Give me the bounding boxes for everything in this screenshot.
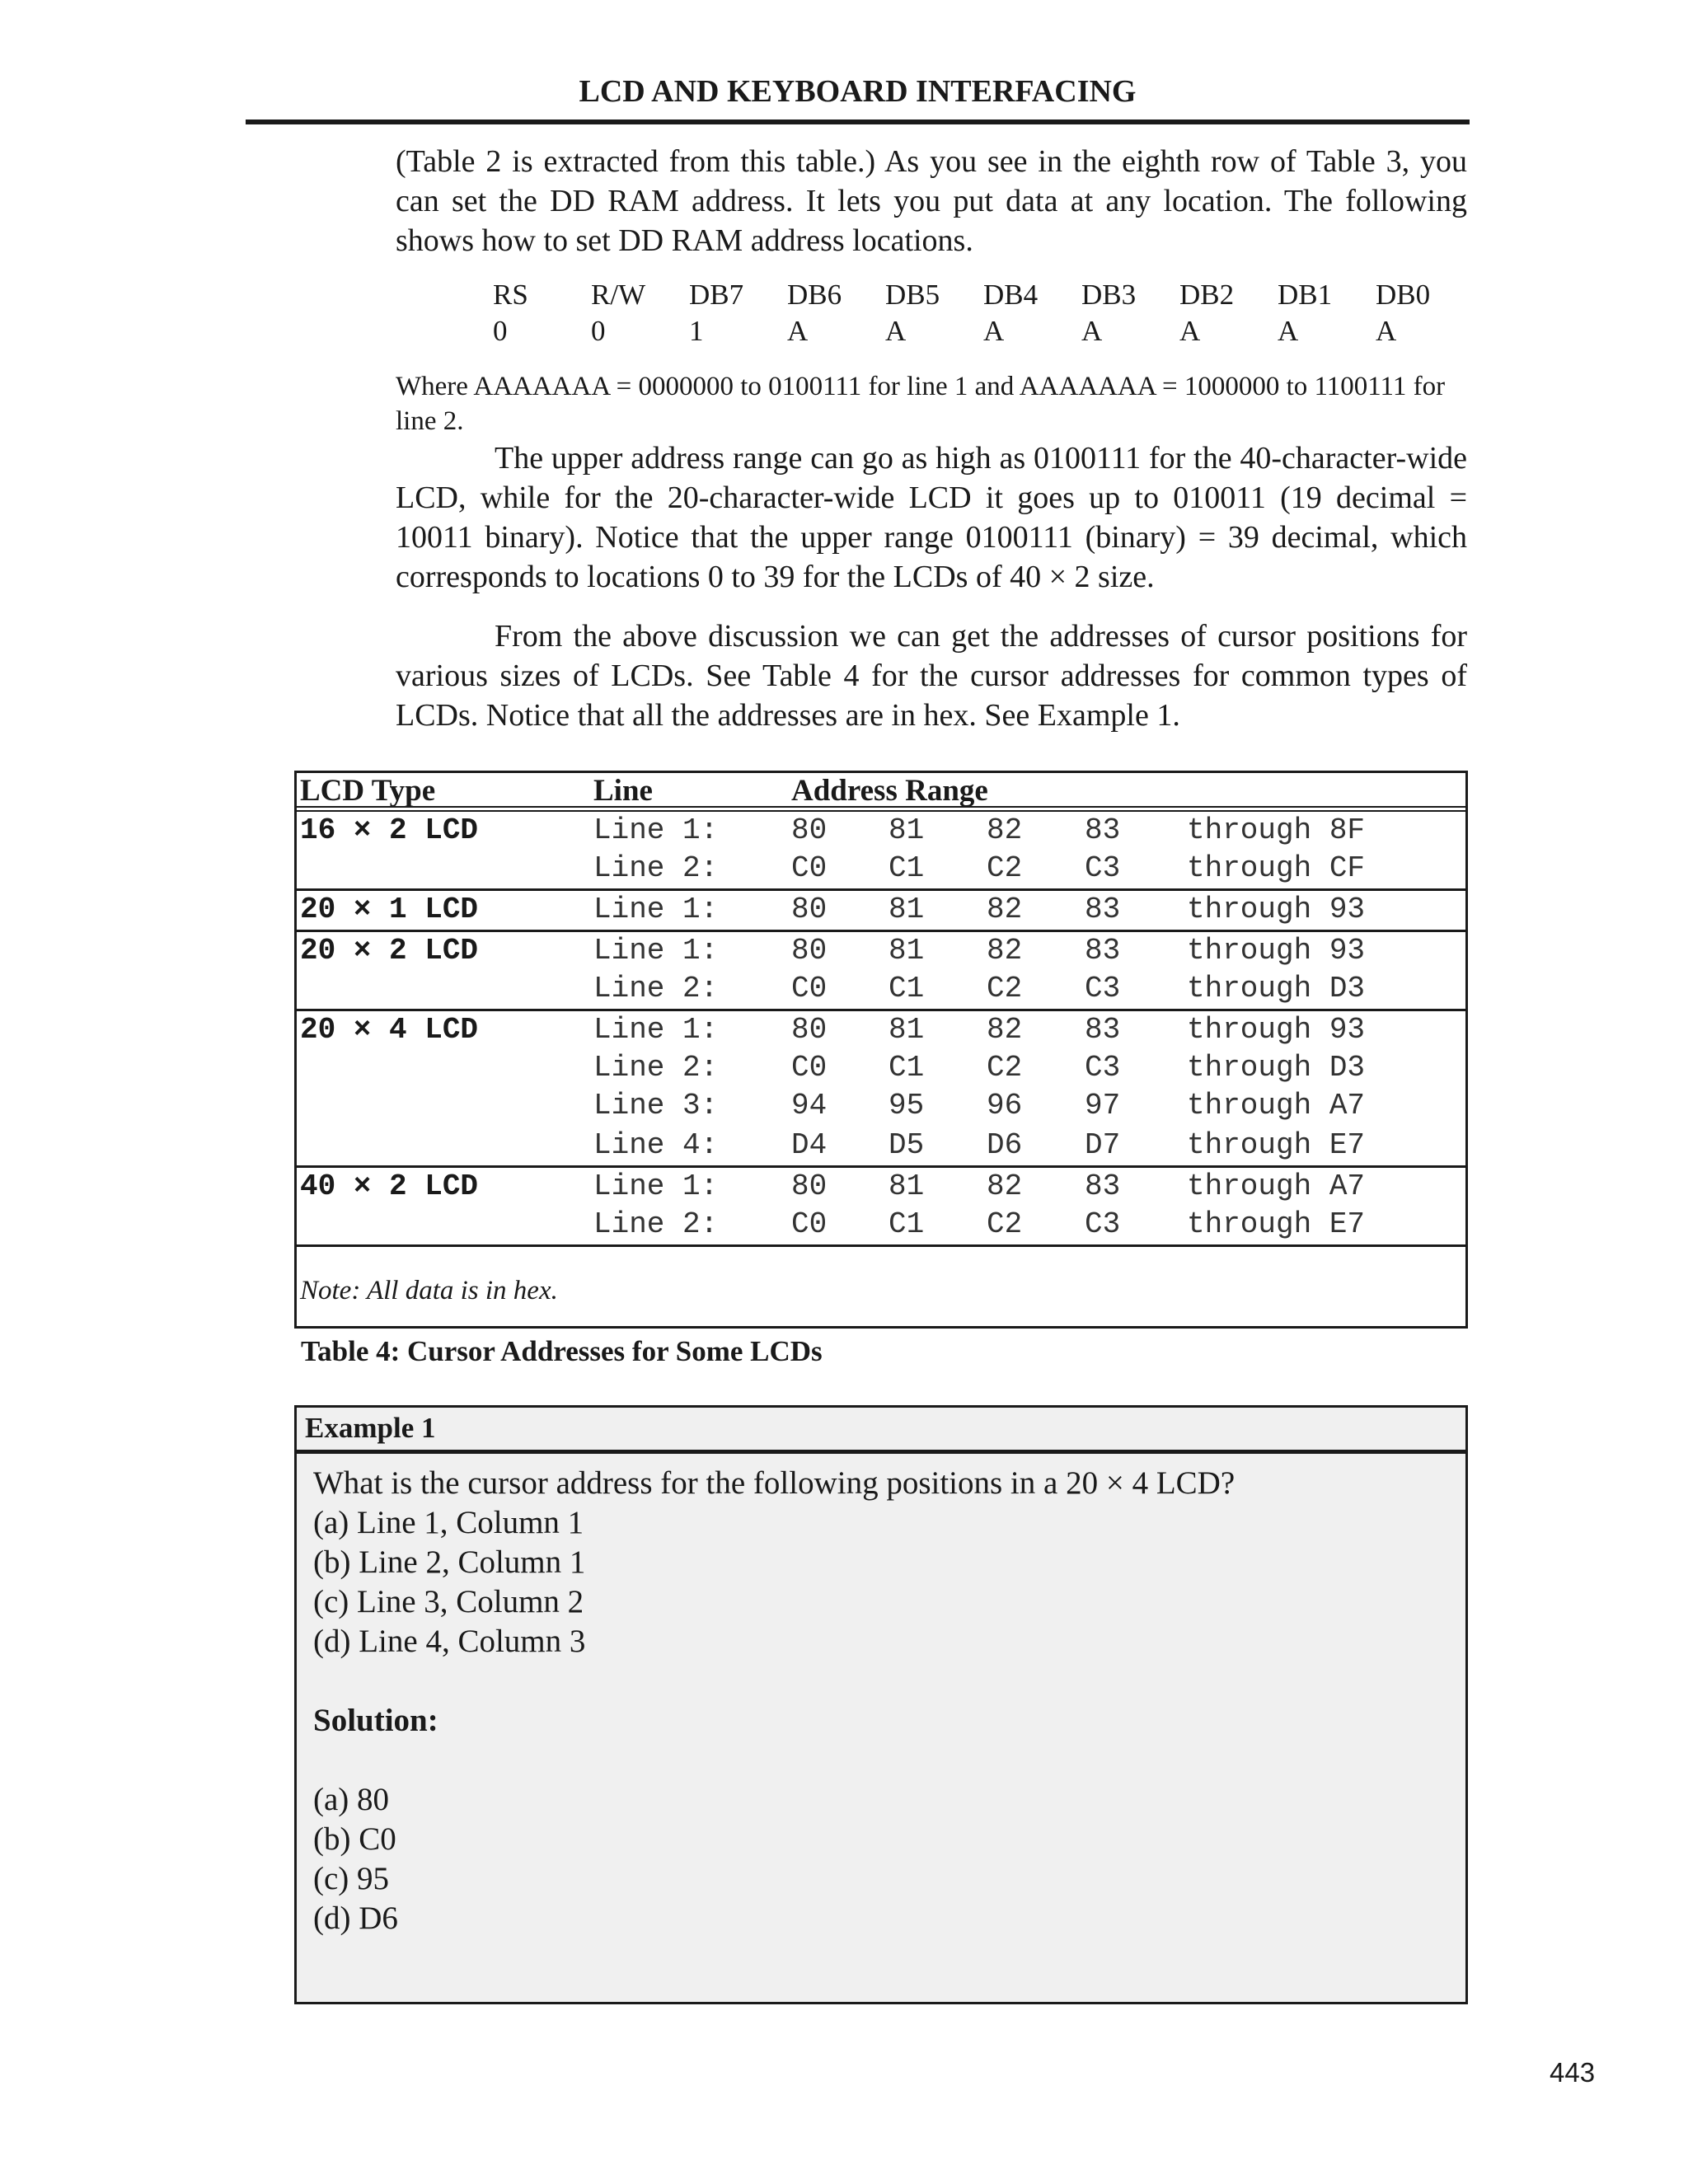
address-cell: 83	[1085, 813, 1121, 847]
example-answer: (c) 95	[313, 1861, 390, 1896]
address-end-cell: through A7	[1187, 1169, 1366, 1203]
table-note: Note: All data is in hex.	[300, 1276, 558, 1305]
address-cell: 96	[987, 1089, 1023, 1122]
table-group	[297, 1168, 1465, 1247]
address-cell: D7	[1085, 1128, 1121, 1162]
example-item: (b) Line 2, Column 1	[313, 1544, 586, 1580]
bit-value: 0	[591, 315, 606, 347]
example-box	[294, 1405, 1468, 2004]
table-group	[297, 1011, 1465, 1168]
address-cell: C1	[889, 851, 925, 885]
paragraph-3	[396, 616, 1467, 735]
page-header: LCD AND KEYBOARD INTERFACING	[579, 74, 1137, 109]
address-cell: C0	[791, 972, 828, 1005]
lcd-type-label: 16 × 2 LCD	[300, 813, 479, 847]
line-label: Line 1:	[593, 1169, 719, 1203]
address-end-cell: through 8F	[1187, 813, 1366, 847]
line-label: Line 1:	[593, 934, 719, 968]
example-question: What is the cursor address for the following positions in a 20 × 4 LCD?	[313, 1465, 1236, 1501]
bit-value: A	[787, 315, 809, 347]
address-cell: 83	[1085, 1169, 1121, 1203]
address-cell: C3	[1085, 851, 1121, 885]
address-cell: 80	[791, 1169, 828, 1203]
address-cell: 83	[1085, 934, 1121, 968]
table-row	[297, 812, 1465, 850]
line-label: Line 1:	[593, 813, 719, 847]
bit-header: R/W	[591, 279, 646, 311]
table-row	[297, 850, 1465, 888]
address-cell: C0	[791, 1207, 828, 1241]
address-cell: D6	[987, 1128, 1023, 1162]
address-end-cell: through D3	[1187, 972, 1366, 1005]
address-cell: 80	[791, 893, 828, 926]
address-cell: 97	[1085, 1089, 1121, 1122]
example-item: (a) Line 1, Column 1	[313, 1505, 584, 1540]
address-end-cell: through E7	[1187, 1207, 1366, 1241]
line-label: Line 1:	[593, 1013, 719, 1047]
bit-header: DB0	[1376, 279, 1431, 311]
bit-header: RS	[493, 279, 528, 311]
address-cell: 80	[791, 1013, 828, 1047]
address-cell: 83	[1085, 893, 1121, 926]
address-cell: C0	[791, 851, 828, 885]
header-double-rule	[297, 806, 1465, 812]
address-cell: C2	[987, 851, 1023, 885]
example-item: (d) Line 4, Column 3	[313, 1624, 586, 1659]
col-header-line: Line	[593, 774, 653, 808]
address-cell: D5	[889, 1128, 925, 1162]
table-row	[297, 1049, 1465, 1087]
address-cell: 81	[889, 1013, 925, 1047]
lcd-type-label: 20 × 4 LCD	[300, 1013, 479, 1047]
address-end-cell: through 93	[1187, 893, 1366, 926]
lcd-type-label: 40 × 2 LCD	[300, 1169, 479, 1203]
table-group	[297, 932, 1465, 1011]
table-row	[297, 1011, 1465, 1049]
paragraph-3-text: From the above discussion we can get the addresses of cursor positions for various sizes of LCDs. See Table 4 for the cursor addresses for common types of LCDs. Notice that all the addresses are in hex. See Example 1.	[396, 619, 1467, 733]
line-label: Line 2:	[593, 1051, 719, 1085]
bit-value: A	[885, 315, 907, 347]
table-row	[297, 1206, 1465, 1244]
table-row	[297, 891, 1465, 929]
bit-header: DB1	[1278, 279, 1333, 311]
address-cell: C1	[889, 972, 925, 1005]
paragraph-1: (Table 2 is extracted from this table.) As you see in the eighth row of Table 3, you can set the DD RAM address. It lets you put data at any location. The following shows how to set DD RAM address locations.	[396, 144, 1467, 258]
bits-value-row	[493, 313, 1474, 349]
address-cell: 82	[987, 1013, 1023, 1047]
bit-value: A	[1179, 315, 1201, 347]
example-item: (c) Line 3, Column 2	[313, 1584, 584, 1619]
bit-header: DB2	[1179, 279, 1235, 311]
spacer	[313, 1661, 1235, 1701]
table-row	[297, 1168, 1465, 1206]
address-cell: C2	[987, 972, 1023, 1005]
cursor-address-table	[294, 771, 1468, 1329]
bit-value: 0	[493, 315, 508, 347]
bit-header: DB7	[689, 279, 744, 311]
bit-header: DB6	[787, 279, 842, 311]
address-cell: 81	[889, 893, 925, 926]
solution-label: Solution:	[313, 1703, 438, 1738]
bit-header: DB3	[1081, 279, 1137, 311]
table-group	[297, 891, 1465, 932]
address-cell: C3	[1085, 1207, 1121, 1241]
address-cell: 82	[987, 1169, 1023, 1203]
address-cell: 82	[987, 934, 1023, 968]
table-caption: Table 4: Cursor Addresses for Some LCDs	[301, 1335, 823, 1367]
dd-ram-bits-table	[493, 277, 1474, 349]
bit-value: A	[1081, 315, 1103, 347]
address-cell: 82	[987, 813, 1023, 847]
address-cell: C3	[1085, 972, 1121, 1005]
address-end-cell: through CF	[1187, 851, 1366, 885]
line-label: Line 2:	[593, 972, 719, 1005]
bits-header-row	[493, 277, 1474, 313]
spacer	[313, 1741, 1235, 1780]
line-label: Line 4:	[593, 1128, 719, 1162]
line-label: Line 2:	[593, 1207, 719, 1241]
table-row	[297, 1087, 1465, 1125]
address-cell: 83	[1085, 1013, 1121, 1047]
address-cell: C3	[1085, 1051, 1121, 1085]
address-cell: D4	[791, 1128, 828, 1162]
address-cell: 81	[889, 934, 925, 968]
lcd-type-label: 20 × 2 LCD	[300, 934, 479, 968]
example-title: Example 1	[297, 1408, 1465, 1454]
table-row	[297, 1127, 1465, 1165]
col-header-lcd-type: LCD Type	[300, 774, 436, 808]
table-row	[297, 932, 1465, 970]
bit-value: 1	[689, 315, 704, 347]
lcd-type-label: 20 × 1 LCD	[300, 893, 479, 926]
header-rule	[246, 120, 1470, 124]
address-end-cell: through 93	[1187, 1013, 1366, 1047]
line-label: Line 3:	[593, 1089, 719, 1122]
address-end-cell: through D3	[1187, 1051, 1366, 1085]
table-header-row	[297, 773, 1465, 809]
example-body	[313, 1464, 1235, 1938]
bit-value: A	[1278, 315, 1299, 347]
address-cell: 94	[791, 1089, 828, 1122]
bit-header: DB4	[983, 279, 1039, 311]
example-answer: (a) 80	[313, 1782, 390, 1817]
address-cell: 81	[889, 1169, 925, 1203]
page-number: 443	[1550, 2057, 1596, 2088]
address-cell: 82	[987, 893, 1023, 926]
line-label: Line 1:	[593, 893, 719, 926]
bit-value: A	[983, 315, 1005, 347]
address-range-note: Where AAAAAAA = 0000000 to 0100111 for line 1 and AAAAAAA = 1000000 to 1100111 for line 2.	[396, 372, 1446, 436]
address-cell: C0	[791, 1051, 828, 1085]
address-cell: C1	[889, 1051, 925, 1085]
paragraph-2	[396, 438, 1467, 597]
address-end-cell: through 93	[1187, 934, 1366, 968]
address-cell: 95	[889, 1089, 925, 1122]
address-end-cell: through E7	[1187, 1128, 1366, 1162]
line-label: Line 2:	[593, 851, 719, 885]
address-cell: C1	[889, 1207, 925, 1241]
table-group	[297, 812, 1465, 891]
address-cell: 80	[791, 813, 828, 847]
paragraph-2-text: The upper address range can go as high as 0100111 for the 40-character-wide LCD, while for the 20-character-wide LCD it goes up to 010011 (19 decimal = 10011 binary). Notice that the upper range 0100111 (binary) = 39 decimal, which corresponds to locations 0 to 39 for the LCDs of 40 × 2 size.	[396, 441, 1467, 594]
address-cell: C2	[987, 1051, 1023, 1085]
table-row	[297, 970, 1465, 1008]
address-cell: C2	[987, 1207, 1023, 1241]
example-answer: (d) D6	[313, 1900, 398, 1936]
example-answer: (b) C0	[313, 1821, 396, 1857]
address-end-cell: through A7	[1187, 1089, 1366, 1122]
col-header-address-range: Address Range	[791, 774, 988, 808]
address-cell: 81	[889, 813, 925, 847]
address-cell: 80	[791, 934, 828, 968]
bit-value: A	[1376, 315, 1397, 347]
bit-header: DB5	[885, 279, 940, 311]
